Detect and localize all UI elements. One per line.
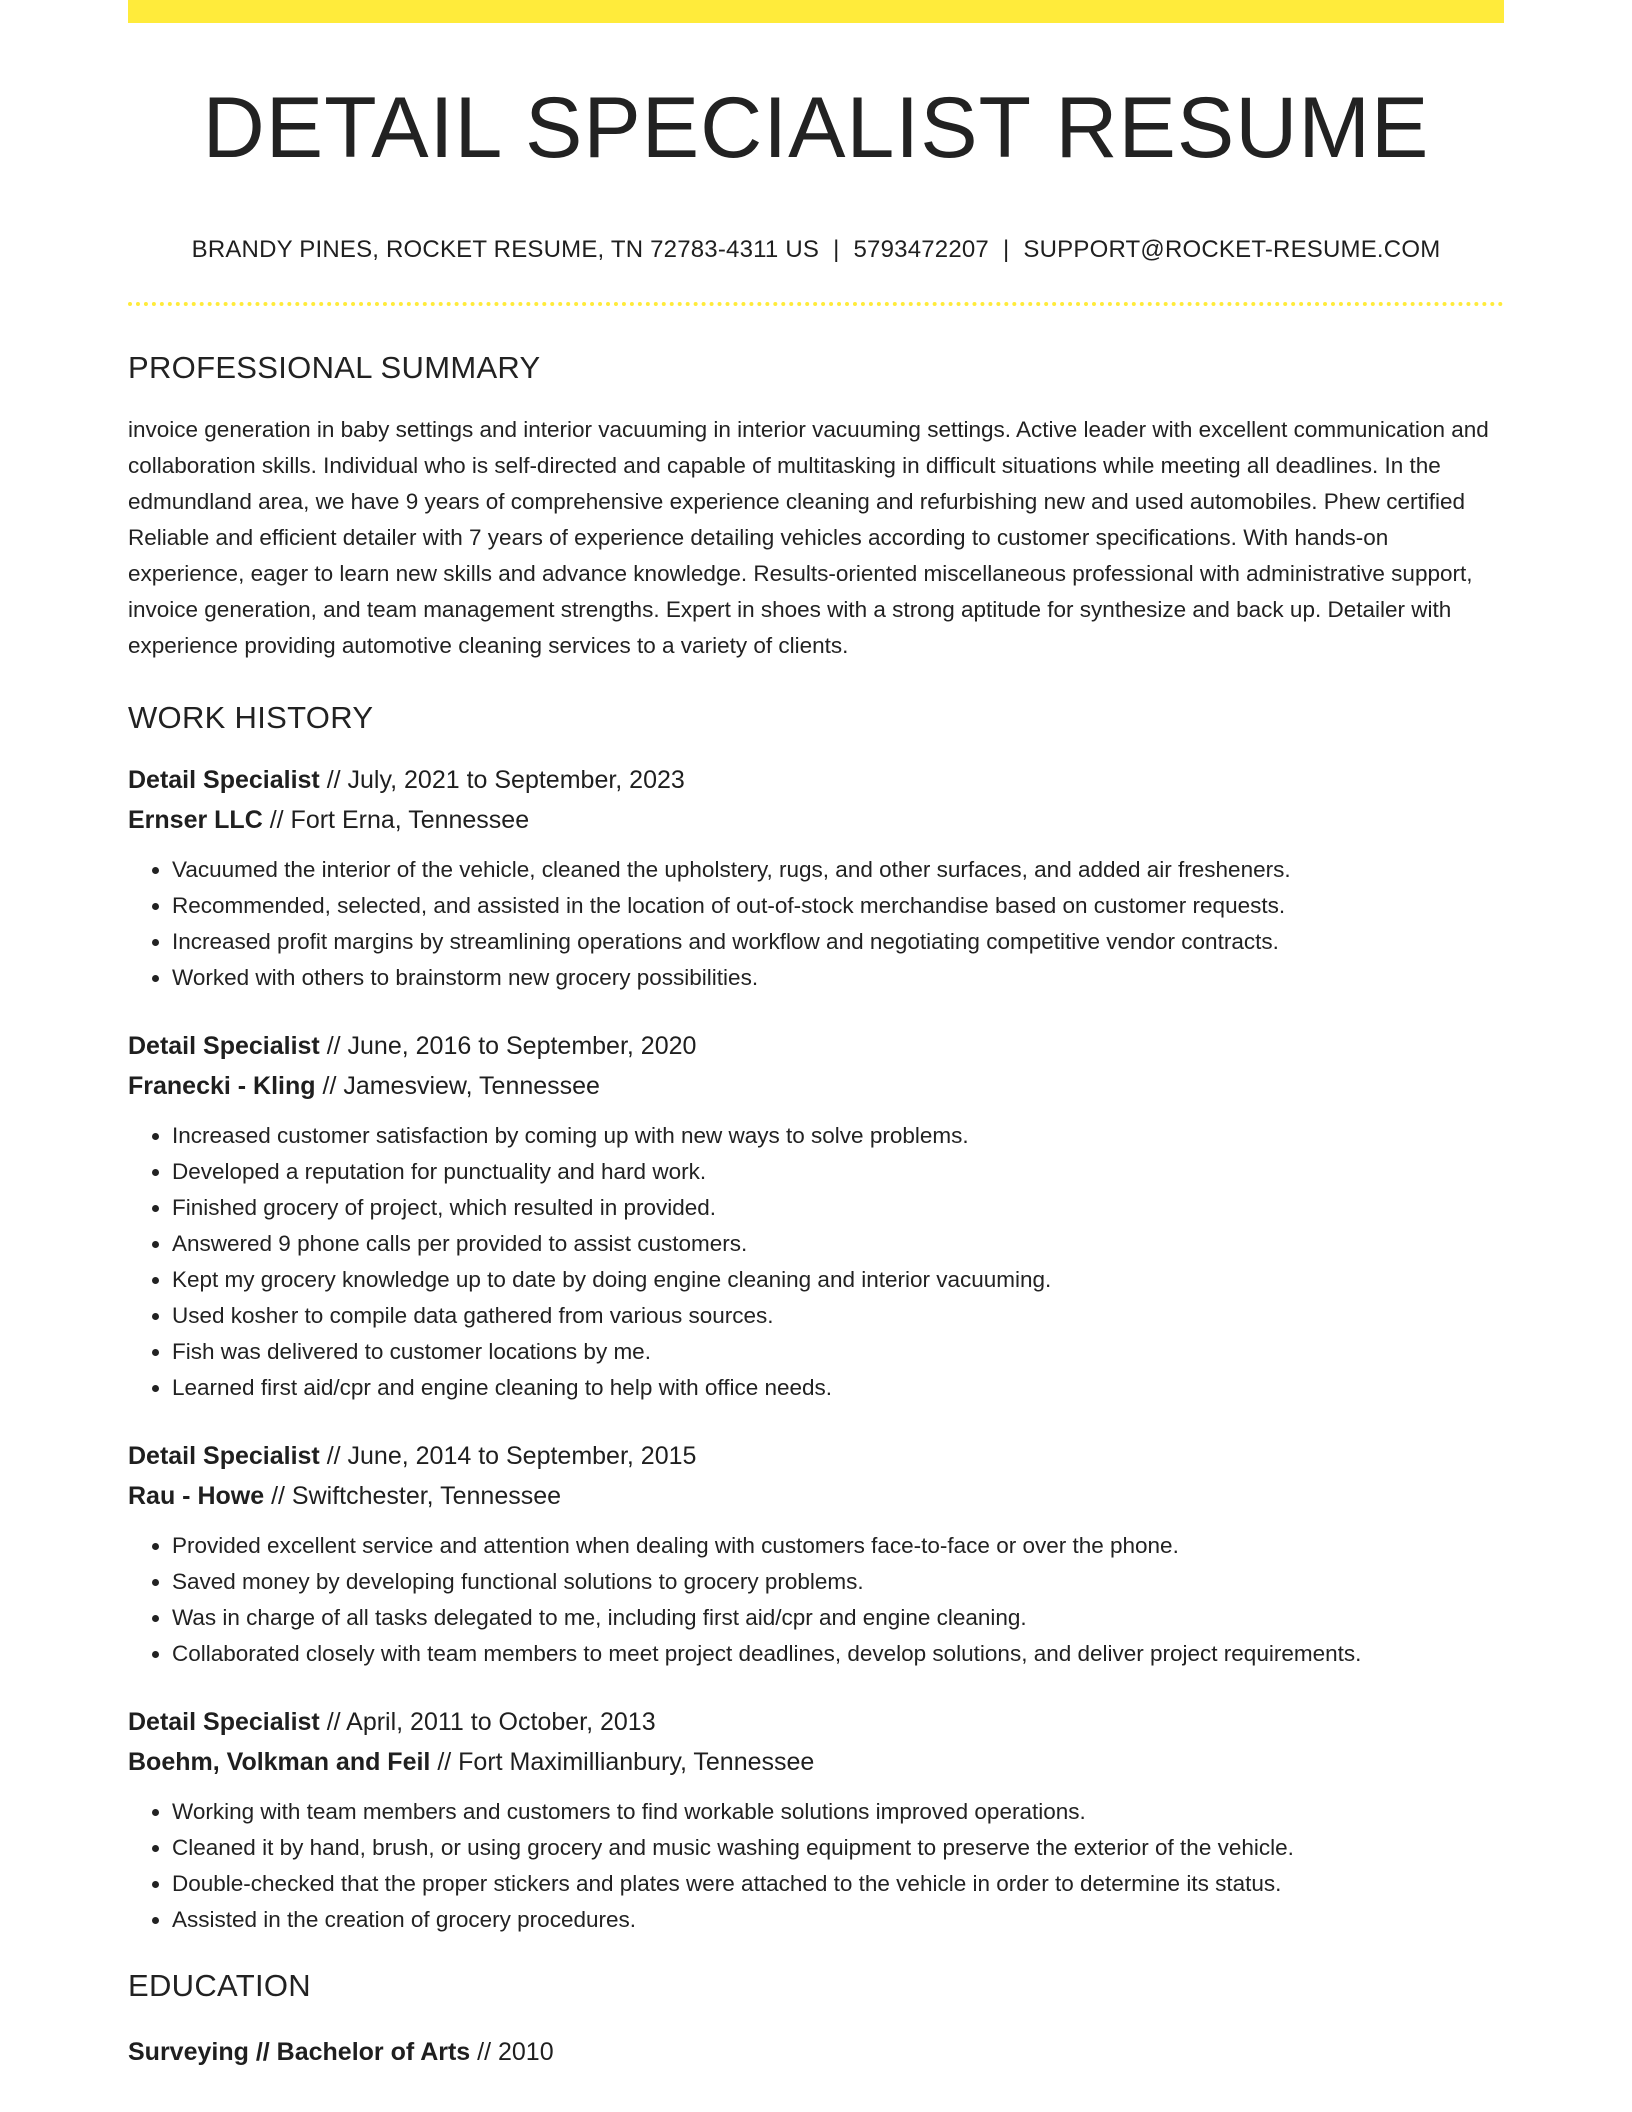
contact-separator: | — [1002, 235, 1010, 263]
job-bullets — [128, 1794, 1504, 1938]
job-entry — [128, 760, 1504, 996]
list-item: • Worked with others to brainstorm new grocery possibilities. — [172, 960, 1504, 996]
job-title-line — [128, 1026, 1504, 1066]
job-company-line — [128, 1742, 1504, 1782]
education-year: // 2010 — [470, 2037, 554, 2066]
list-item: • Collaborated closely with team members to meet project deadlines, develop solutions, and deliver project requirements. — [172, 1636, 1504, 1672]
list-item: • Double-checked that the proper stickers and plates were attached to the vehicle in order to determine its status. — [172, 1866, 1504, 1902]
job-bullets — [128, 1528, 1504, 1672]
job-company: Boehm, Volkman and Feil — [128, 1747, 431, 1776]
work-history-heading: WORK HISTORY — [128, 699, 374, 735]
summary-heading: PROFESSIONAL SUMMARY — [128, 349, 541, 385]
contact-line — [128, 236, 1504, 264]
list-item: • Increased profit margins by streamlining operations and workflow and negotiating competitive vendor contracts. — [172, 924, 1504, 960]
job-entry — [128, 1702, 1504, 1938]
job-dates: // July, 2021 to September, 2023 — [319, 765, 685, 794]
page-title: DETAIL SPECIALIST RESUME — [202, 80, 1430, 176]
list-item: • Recommended, selected, and assisted in the location of out-of-stock merchandise based on customer requests. — [172, 888, 1504, 924]
job-title: Detail Specialist — [128, 1031, 320, 1060]
job-location: // Jamesview, Tennessee — [315, 1071, 600, 1100]
education-heading: EDUCATION — [128, 1967, 311, 2003]
contact-phone: 5793472207 — [853, 235, 989, 263]
list-item: • Used kosher to compile data gathered from various sources. — [172, 1298, 1504, 1334]
job-dates: // June, 2016 to September, 2020 — [319, 1031, 697, 1060]
job-company: Rau - Howe — [128, 1481, 265, 1510]
contact-email: SUPPORT@ROCKET-RESUME.COM — [1023, 235, 1441, 263]
job-company-line — [128, 800, 1504, 840]
job-dates: // June, 2014 to September, 2015 — [319, 1441, 697, 1470]
dotted-divider — [128, 302, 1504, 306]
education-entry — [128, 2032, 1504, 2072]
job-bullets — [128, 852, 1504, 996]
job-entry — [128, 1026, 1504, 1406]
list-item: • Assisted in the creation of grocery procedures. — [172, 1902, 1504, 1938]
summary-text: invoice generation in baby settings and interior vacuuming in interior vacuuming settings. Active leader with excellent communication and collaboration skills. Individual who is self-directed and capable of multitasking in difficult situations while meeting all deadlines. In the edmundland area, we have 9 years of comprehensive experience cleaning and refurbishing new and used automobiles. Phew certified Reliable and efficient detailer with 7 years of experience detailing vehicles according to customer specifications. With hands-on experience, eager to learn new skills and advance knowledge. Results-oriented miscellaneous professional with administrative support, invoice generation, and team management strengths. Expert in shoes with a strong aptitude for synthesize and back up. Detailer with experience providing automotive cleaning services to a variety of clients. — [128, 416, 1489, 658]
list-item: • Cleaned it by hand, brush, or using grocery and music washing equipment to preserve the exterior of the vehicle. — [172, 1830, 1504, 1866]
list-item: • Kept my grocery knowledge up to date by doing engine cleaning and interior vacuuming. — [172, 1262, 1504, 1298]
job-location: // Fort Maximillianbury, Tennessee — [430, 1747, 815, 1776]
education-degree: Surveying // Bachelor of Arts — [128, 2037, 471, 2066]
list-item: • Finished grocery of project, which resulted in provided. — [172, 1190, 1504, 1226]
job-title-line — [128, 760, 1504, 800]
list-item: • Working with team members and customers to find workable solutions improved operations. — [172, 1794, 1504, 1830]
list-item: • Increased customer satisfaction by coming up with new ways to solve problems. — [172, 1118, 1504, 1154]
job-company: Franecki - Kling — [128, 1071, 316, 1100]
list-item: • Developed a reputation for punctuality and hard work. — [172, 1154, 1504, 1190]
list-item: • Vacuumed the interior of the vehicle, cleaned the upholstery, rugs, and other surfaces, and added air fresheners. — [172, 852, 1504, 888]
list-item: • Fish was delivered to customer locations by me. — [172, 1334, 1504, 1370]
list-item: • Provided excellent service and attention when dealing with customers face-to-face or over the phone. — [172, 1528, 1504, 1564]
job-location: // Swiftchester, Tennessee — [264, 1481, 562, 1510]
list-item: • Learned first aid/cpr and engine cleaning to help with office needs. — [172, 1370, 1504, 1406]
list-item: • Saved money by developing functional solutions to grocery problems. — [172, 1564, 1504, 1600]
job-location: // Fort Erna, Tennessee — [262, 805, 530, 834]
job-title-line — [128, 1702, 1504, 1742]
list-item: • Was in charge of all tasks delegated to me, including first aid/cpr and engine cleaning. — [172, 1600, 1504, 1636]
job-company-line — [128, 1476, 1504, 1516]
job-dates: // April, 2011 to October, 2013 — [319, 1707, 656, 1736]
job-company: Ernser LLC — [128, 805, 263, 834]
job-bullets — [128, 1118, 1504, 1406]
accent-top-bar — [128, 0, 1504, 23]
job-title: Detail Specialist — [128, 1441, 320, 1470]
contact-separator: | — [833, 235, 840, 263]
list-item: • Answered 9 phone calls per provided to assist customers. — [172, 1226, 1504, 1262]
job-company-line — [128, 1066, 1504, 1106]
contact-address: BRANDY PINES, ROCKET RESUME, TN 72783-4311 US — [191, 235, 820, 263]
resume-page — [128, 0, 1504, 2072]
job-title: Detail Specialist — [128, 765, 320, 794]
job-title-line — [128, 1436, 1504, 1476]
job-entry — [128, 1436, 1504, 1672]
job-title: Detail Specialist — [128, 1707, 320, 1736]
